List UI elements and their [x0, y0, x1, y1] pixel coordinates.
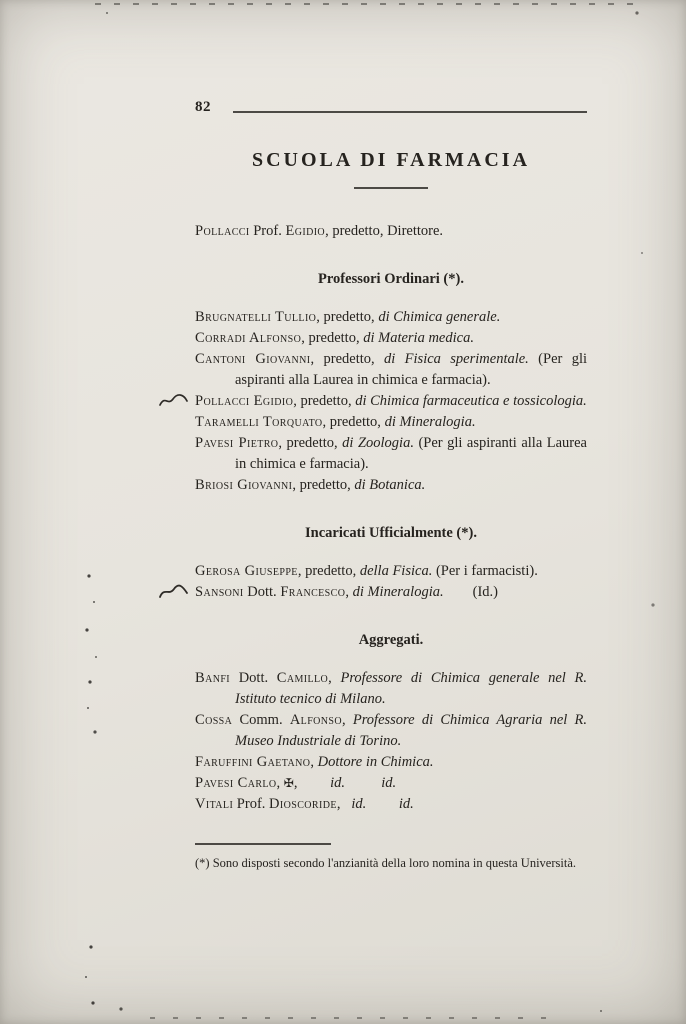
- italic-text: di Materia medica.: [363, 330, 474, 346]
- italic-text: Professore di Chimica Agraria nel R. Museo Industriale di Torino.: [235, 712, 587, 749]
- page-content: [195, 98, 587, 872]
- text-segment: [345, 775, 381, 791]
- text-segment: ,: [345, 584, 353, 600]
- text-segment: , predetto, Direttore.: [325, 223, 444, 239]
- footnote-text: (*) Sono disposti secondo l'anzianità della loro nomina in questa Università.: [195, 855, 576, 870]
- italic-text: id.: [381, 775, 397, 791]
- person-name: Camillo: [276, 670, 329, 686]
- text-segment: , predetto,: [292, 477, 355, 493]
- entry-sansoni: [195, 582, 587, 603]
- text-segment: Dott.: [230, 670, 277, 686]
- entry-gerosa: [195, 561, 587, 582]
- person-name: Pollacci: [195, 223, 250, 239]
- text-segment: Prof.: [233, 796, 270, 812]
- entry-corradi: [195, 328, 587, 349]
- person-name: Pollacci Egidio: [195, 393, 294, 409]
- text-segment: Prof.: [249, 223, 286, 239]
- person-name: Cantoni Giovanni: [195, 351, 311, 367]
- italic-text: della Fisica.: [359, 563, 433, 579]
- entry-pollacci: [195, 391, 587, 412]
- person-name: Briosi Giovanni: [195, 477, 293, 493]
- person-name: Corradi Alfonso: [195, 330, 302, 346]
- person-name: Banfi: [195, 670, 231, 686]
- person-name: Egidio: [285, 223, 326, 239]
- text-segment: ,: [310, 754, 318, 770]
- person-name: Taramelli Torquato: [195, 414, 323, 430]
- italic-text: di Chimica farmaceutica e tossicologia.: [355, 393, 587, 409]
- text-segment: ,: [328, 670, 341, 686]
- italic-text: di Zoologia.: [342, 435, 414, 451]
- scan-edge-top: [95, 3, 641, 5]
- person-name: Faruffini Gaetano: [195, 754, 311, 770]
- text-segment: ,: [341, 712, 353, 728]
- text-segment: (Id.): [443, 584, 498, 600]
- entry-pavesi-carlo: [195, 773, 587, 794]
- text-segment: ,: [276, 775, 284, 791]
- text-segment: , predetto,: [293, 393, 356, 409]
- entry-taramelli: [195, 412, 587, 433]
- entry-banfi: [195, 668, 587, 710]
- italic-text: di Mineralogia.: [384, 414, 476, 430]
- entry-list-incaricati: [195, 561, 587, 603]
- person-name: Alfonso: [289, 712, 342, 728]
- person-name: Brugnatelli Tullio: [195, 309, 317, 325]
- person-name: Sansoni: [195, 584, 244, 600]
- entry-faruffini: [195, 752, 587, 773]
- person-name: Pavesi Carlo: [195, 775, 277, 791]
- text-segment: , predetto,: [322, 414, 385, 430]
- entry-briosi: [195, 475, 587, 496]
- text-segment: Dott.: [243, 584, 281, 600]
- page-header: [195, 98, 587, 116]
- text-segment: Comm.: [232, 712, 290, 728]
- text-segment: (Per gli aspiranti alla Laurea in chimica e farmacia).: [235, 351, 588, 388]
- director-line: [195, 221, 587, 242]
- italic-text: id.: [398, 796, 414, 812]
- text-segment: ,: [336, 796, 352, 812]
- person-name: Gerosa Giuseppe: [195, 563, 298, 579]
- italic-text: di Mineralogia.: [352, 584, 444, 600]
- text-segment: , predetto,: [301, 330, 364, 346]
- text-segment: (Per i farmacisti).: [432, 563, 538, 579]
- page-number: 82: [195, 99, 211, 115]
- entry-cantoni: [195, 349, 587, 391]
- text-segment: (Per gli aspiranti alla Laurea in chimica e farmacia).: [235, 435, 587, 472]
- cross-icon: ✠: [283, 776, 294, 790]
- header-rule: [233, 111, 587, 113]
- entry-cossa: [195, 710, 587, 752]
- footnote-rule: [195, 843, 331, 845]
- entry-vitali: [195, 794, 587, 815]
- page-title: SCUOLA DI FARMACIA: [251, 149, 531, 171]
- text-segment: , predetto,: [310, 351, 385, 367]
- person-name: Vitali: [195, 796, 234, 812]
- italic-text: di Fisica sperimentale.: [384, 351, 529, 367]
- italic-text: Dottore in Chimica.: [317, 754, 434, 770]
- title-rule: [354, 187, 428, 189]
- text-segment: , predetto,: [278, 435, 343, 451]
- text-segment: , predetto,: [297, 563, 360, 579]
- handwritten-check-icon: [158, 584, 188, 607]
- section-heading-incaricati: Incaricati Ufficialmente (*).: [305, 525, 477, 541]
- text-segment: [366, 796, 399, 812]
- entry-list-professori-ordinari: [195, 307, 587, 496]
- text-segment: ,: [293, 775, 331, 791]
- scan-edge-bottom: [150, 1017, 556, 1019]
- scan-speckles: [0, 0, 2, 2]
- person-name: Francesco: [280, 584, 346, 600]
- entry-pavesi-pietro: [195, 433, 587, 475]
- person-name: Pavesi Pietro: [195, 435, 279, 451]
- italic-text: di Chimica generale.: [378, 309, 501, 325]
- person-name: Dioscoride: [269, 796, 337, 812]
- section-heading-aggregati: Aggregati.: [358, 632, 424, 648]
- entry-brugnatelli: [195, 307, 587, 328]
- handwritten-check-icon: [158, 393, 188, 416]
- italic-text: di Botanica.: [354, 477, 426, 493]
- person-name: Cossa: [195, 712, 233, 728]
- italic-text: Professore di Chimica generale nel R. Istituto tecnico di Milano.: [235, 670, 587, 707]
- entry-list-aggregati: [195, 668, 587, 815]
- text-segment: , predetto,: [316, 309, 379, 325]
- section-heading-professori-ordinari: Professori Ordinari (*).: [318, 271, 464, 287]
- italic-text: id.: [330, 775, 346, 791]
- italic-text: id.: [351, 796, 367, 812]
